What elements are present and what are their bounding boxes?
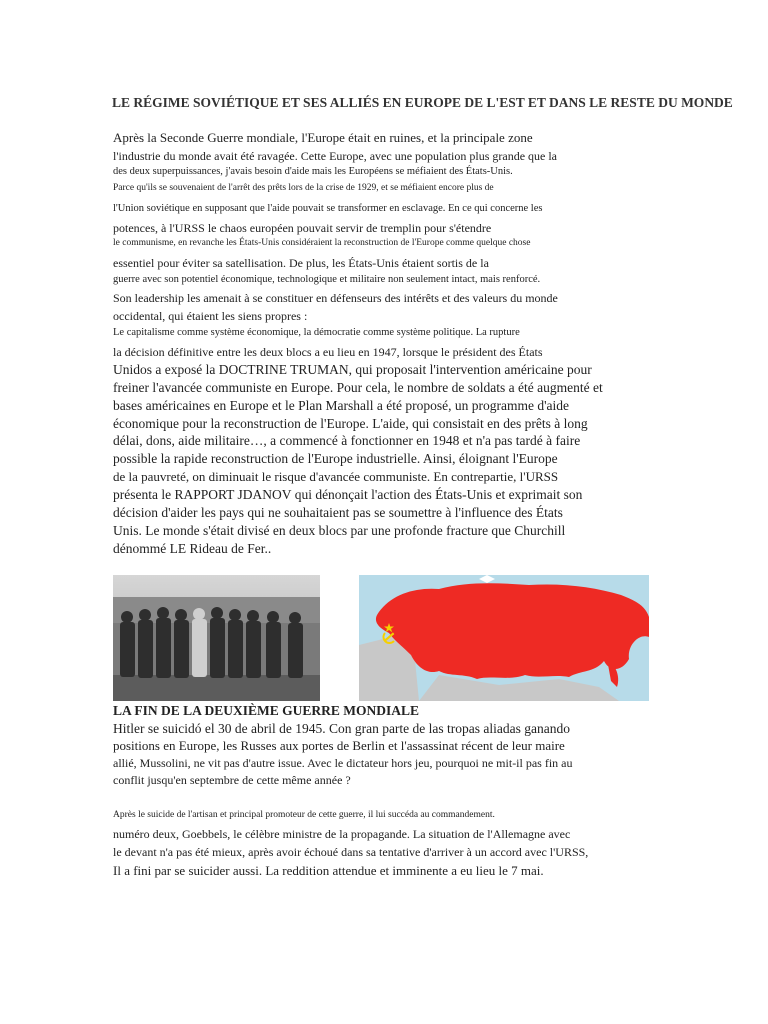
paragraph-line: l'industrie du monde avait été ravagée. Cette Europe, avec une population plus grande que la — [113, 149, 558, 163]
paragraph-line: présenta le RAPPORT JDANOV qui dénonçait l'action des États-Unis et exprimait son — [113, 487, 583, 502]
paragraph-line: Son leadership les amenait à se constituer en défenseurs des intérêts et des valeurs du monde — [113, 291, 558, 305]
paragraph-line: guerre avec son potentiel économique, technologique et militaire non seulement intact, mais renforcé. — [113, 274, 541, 285]
ussr-map — [359, 575, 649, 701]
paragraph-line: Il a fini par se suicider aussi. La reddition attendue et imminente a eu lieu le 7 mai. — [113, 863, 544, 878]
paragraph-line: la décision définitive entre les deux blocs a eu lieu en 1947, lorsque le président des États — [113, 345, 543, 359]
paragraph-line: le communisme, en revanche les États-Unis considéraient la reconstruction de l'Europe comme quelque chose — [113, 238, 531, 248]
paragraph-line: de la pauvreté, on diminuait le risque d'avancée communiste. En contrepartie, l'URSS — [113, 469, 559, 484]
paragraph-line: bases américaines en Europe et le Plan Marshall a été proposé, un programme d'aide — [113, 398, 570, 413]
paragraph-line: possible la rapide reconstruction de l'Europe industrielle. Ainsi, éloignant l'Europe — [113, 451, 558, 466]
document-title: LE RÉGIME SOVIÉTIQUE ET SES ALLIÉS EN EUROPE DE L'EST ET DANS LE RESTE DU MONDE — [112, 95, 733, 110]
paragraph-line: occidental, qui étaient les siens propres : — [113, 309, 308, 323]
paragraph-line: Après le suicide de l'artisan et principal promoteur de cette guerre, il lui succéda au commandement. — [113, 810, 495, 820]
paragraph-line: Unis. Le monde s'était divisé en deux blocs par une profonde fracture que Churchill — [113, 523, 566, 538]
paragraph-line: numéro deux, Goebbels, le célèbre ministre de la propagande. La situation de l'Allemagne avec — [113, 827, 571, 841]
paragraph-line: des deux superpuissances, j'avais besoin d'aide mais les Européens se méfiaient des États-Unis. — [113, 166, 513, 177]
paragraph-line: Hitler se suicidó el 30 de abril de 1945. Con gran parte de las tropas aliadas ganando — [113, 721, 570, 736]
paragraph-line: décision d'aider les pays qui ne souhaitaient pas se soumettre à l'influence des États — [113, 505, 563, 520]
paragraph-line: essentiel pour éviter sa satellisation. De plus, les États-Unis étaient sortis de la — [113, 256, 489, 270]
paragraph-line: Après la Seconde Guerre mondiale, l'Europe était en ruines, et la principale zone — [113, 130, 533, 145]
paragraph-line: freiner l'avancée communiste en Europe. Pour cela, le nombre de soldats a été augmenté et — [113, 380, 603, 395]
paragraph-line: délai, dons, aide militaire…, a commencé à fonctionner en 1948 et n'a pas tardé à faire — [113, 433, 581, 448]
paragraph-line: l'Union soviétique en supposant que l'aide pouvait se transformer en esclavage. En ce qui concerne les — [113, 203, 543, 214]
paragraph-line: Le capitalisme comme système économique, la démocratie comme système politique. La rupture — [113, 327, 520, 338]
soldiers-photo — [113, 575, 320, 701]
paragraph-line: conflit jusqu'en septembre de cette même année ? — [113, 773, 351, 787]
paragraph-line: positions en Europe, les Russes aux portes de Berlin et l'assassinat récent de leur maire — [113, 738, 565, 753]
paragraph-line: le devant n'a pas été mieux, après avoir échoué dans sa tentative d'arriver à un accord avec l'URSS, — [113, 845, 589, 859]
paragraph-line: allié, Mussolini, ne vit pas d'autre issue. Avec le dictateur hors jeu, pourquoi ne mit-il pas fin au — [113, 756, 573, 770]
paragraph-line: dénommé LE Rideau de Fer.. — [113, 541, 272, 556]
paragraph-line: économique pour la reconstruction de l'Europe. L'aide, qui consistait en des prêts à long — [113, 416, 588, 431]
section-2-heading: LA FIN DE LA DEUXIÈME GUERRE MONDIALE — [113, 703, 420, 718]
paragraph-line: Unidos a exposé la DOCTRINE TRUMAN, qui proposait l'intervention américaine pour — [113, 362, 592, 377]
paragraph-line: Parce qu'ils se souvenaient de l'arrêt des prêts lors de la crise de 1929, et se méfiaient encore plus de — [113, 183, 494, 193]
paragraph-line: potences, à l'URSS le chaos européen pouvait servir de tremplin pour s'étendre — [113, 221, 492, 235]
